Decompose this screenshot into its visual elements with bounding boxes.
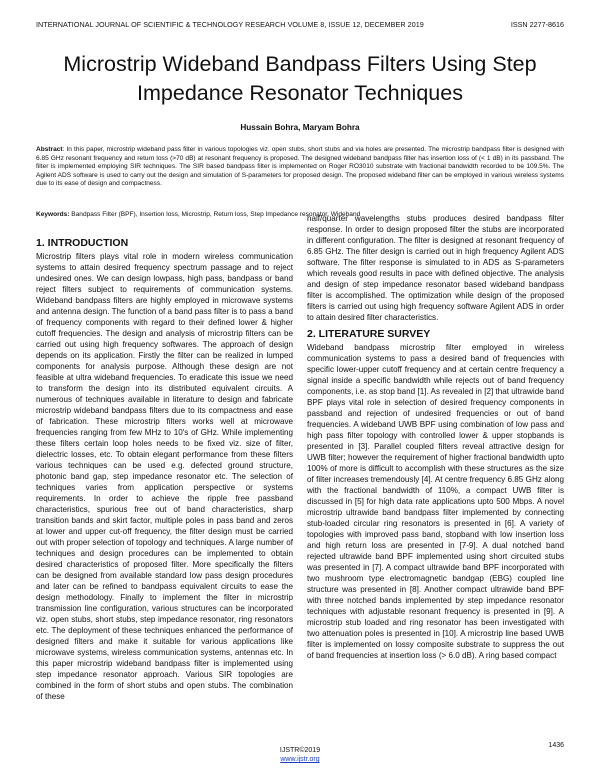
abstract [36, 146, 564, 189]
literature-survey-text: Wideband bandpass microstrip filter employed in wireless communication systems to pass a desired band of frequencies with specific lower-upper cutoff frequency and at certain centre frequency a signal inside a specific bandwidth while rejects out of band frequency components, i.e. as stop band [1]. As revealed in [2] that ultrawide band BPF plays vital role in selection of desired frequency components in passband and rejection of undesired frequencies or out of band frequencies. A wideband UWB BPF using combination of low pass and high pass filter topology with controlled lower & upper stopbands is presented in [3]. Parallel coupled filters reveal attractive design for UWB filter; however the requirement of higher fractional bandwidth upto 100% of more is difficult to accomplish with these structures as the size of filter increases tremendously [4]. At centre frequency 6.85 GHz along with the fractional bandwidth of 110%, a compact UWB filter is discussed in [5] for high data rate applications upto 500 Mbps. A novel microstrip ultrawide band bandpass filter implemented by connecting stub-loaded circular ring resonators is presented in [6]. A variety of topologies with improved pass band, stopband with low insertion loss and high return loss are presented in [7-9]. A dual notched band rejected ultrawide band BPF implemented using short circuited stubs was presented in [7]. A compact ultrawide band BPF incorporated with two mushroom type electromagnetic bandgap (EBG) coupled line structure was presented in [8]. Another compact ultrawide band BPF with three notched bands implemented by step impedance resonator techniques with adjustable resonant frequency is presented in [9]. A microstrip stub loaded and ring resonator has been investigated with two attenuation poles is presented in [10]. A microstrip line based UWB filter is implemented on lossy composite substrate to suppress the out of band frequencies at insertion loss (> 6.0 dB). A ring based compact [307, 343, 564, 660]
right-column [307, 213, 564, 661]
issn: ISSN 2277-8616 [510, 20, 564, 29]
introduction-text: Microstrip filters plays vital role in modern wireless communication systems to attain desired frequency spectrum passage and to reject undesired ones. We can design lowpass, high pass, bandpass or band reject filters subject to requirements of communication systems. Wideband bandpass filters are highly employed in microwave systems and antenna design. The function of a band pass filter is to pass a band of frequency components with regard to their defined lower & higher cutoff frequencies. The design and analysis of microstrip filters can be carried out using high frequency softwares. The approach of design depends on its application. Firstly the filter can be realized in lumped components for analysis purpose. Although these design are not feasible at ultra wideband frequencies. To eradicate this issue we need to transform the design into its distributed equivalent circuits. A numerous of techniques available in literature to design and fabricate microstrip wideband bandpass filters due to its compactness and ease of fabrication. These microstrip filters works well at microwave frequencies ranging from few MHz to 10's of GHz. While implementing these filters certain loop holes needs to be fixed viz. size of filter, dielectric losses, etc. To obtain elegant performance from these filters various techniques can be used e.g. defected ground structure, photonic band gap, step impedance resonator etc. The selection of techniques varies from application perspective or systems requirements. In order to achieve the ripple free passband characteristics, spurious free out of band characteristics, sharp transition bands and skirt factor, multiple poles in pass band and zeros at lower and upper cut-off frequency, the filter design must be carried out with proper selection of topology and techniques. A large number of techniques and design procedures can be implemented to obtain desired characteristics of proposed filter. More specifically the filters can be designed from available standard low pass design procedures and later can be refined to bandpass equivalent circuits to ease the design methodology. Finally to implement the filter in microstrip transmission line configuration, various structures can be incorporated viz. open stubs, short stubs, step impedance resonator, ring resonators etc. The deployment of these techniques enhanced the performance of designed filters and make it suitable for various applications like microwave systems, wireless communication systems, antennas etc. In this paper microstrip wideband bandpass filter is implemented using step impedance resonator approach. Various SIR topologies are combined in the form of short stubs and open stubs. The combination of these [36, 252, 293, 701]
keywords-text: Bandpass Filter (BPF), Insertion loss, Microstrip, Return loss, Step Impedance resonator, Wideband [69, 211, 361, 218]
footer-website-link[interactable]: www.ijstr.org [280, 756, 320, 763]
running-header [36, 20, 564, 32]
page-number: 1436 [548, 742, 564, 749]
introduction-continued-text: half/quarter wavelengths stubs produces desired bandpass filter response. In order to design proposed filter the stubs are incorporated in different configuration. The filter is designed at resonant frequency of 6.85 GHz. The filter design is carried out in high frequency Agilent ADS software. The filter response is simulated to in ADS as S-parameters which reveals good results in pace with defined objective. The analysis and design of step impedance resonator based wideband bandpass filter is accomplished. The optimization while design of the proposed filters is carried out using high frequency software Agilent ADS in order to attain desired filter characteristics. [307, 214, 564, 322]
keywords-label: Keywords: [36, 211, 70, 218]
left-column [36, 237, 293, 702]
journal-name: INTERNATIONAL JOURNAL OF SCIENTIFIC & TECHNOLOGY RESEARCH VOLUME 8, ISSUE 12, DECEMBER 2019 [36, 20, 424, 29]
abstract-label: Abstract [36, 146, 63, 153]
introduction-heading: 1. INTRODUCTION [36, 237, 129, 249]
literature-survey-heading: 2. LITERATURE SURVEY [307, 328, 431, 340]
paper-title: Microstrip Wideband Bandpass Filters Using Step Impedance Resonator Techniques [63, 52, 537, 105]
abstract-text: : In this paper, microstrip wideband pass filter in various topologies viz. open stubs, short stubs and via holes are presented. The microstrip bandpass filter is designed with 6.85 GHz resonant frequency and return loss (>70 dB) at resonant frequency is proposed. The designed wideband bandpass filter has insertion loss of (< 1 dB) in its passband. The filter is implemented employing SIR techniques. The SIR based bandpass filter is implemented on Roger RO3010 substrate with fractional bandwidth recorded to be 109.5%. The Agilent ADS software is used to carry out the design and simulation of S-parameters for proposed design. The proposed wideband filter can be employed in various wireless systems due to its ease of design and compactness. [36, 146, 564, 188]
footer-copyright: IJSTR©2019 [279, 747, 321, 754]
authors: Hussain Bohra, Maryam Bohra [240, 123, 360, 132]
